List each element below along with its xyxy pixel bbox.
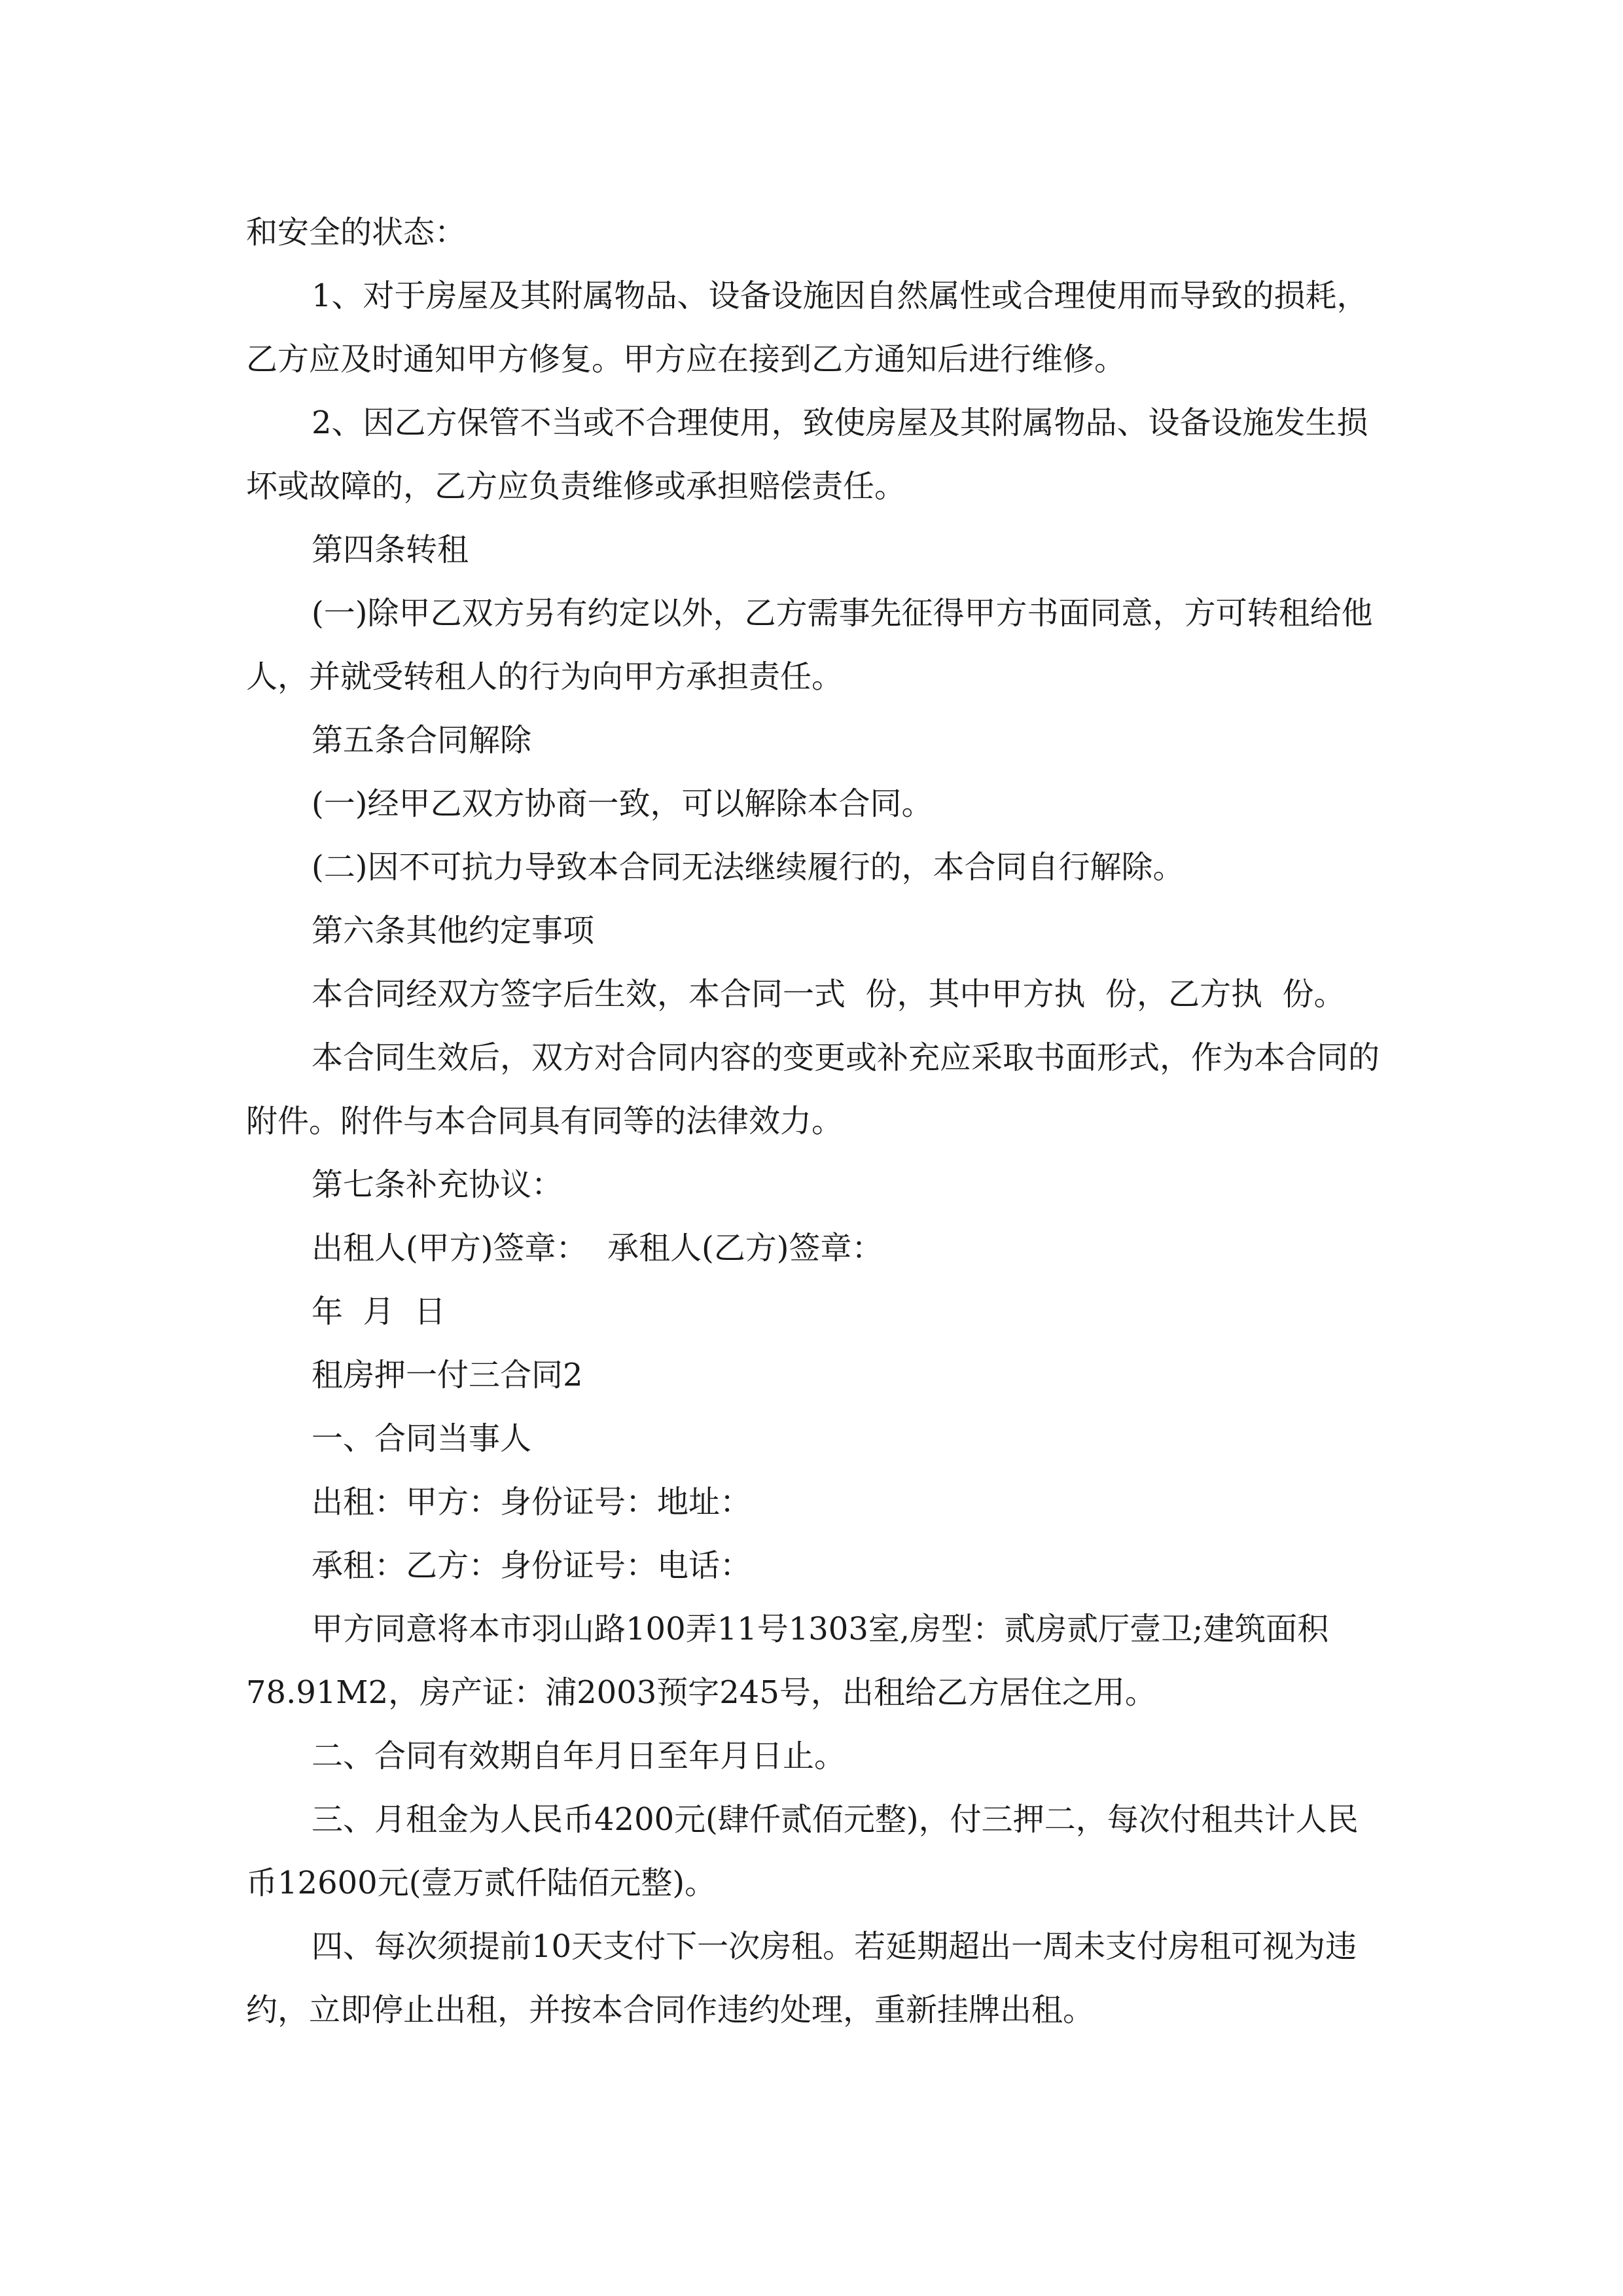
heading-article-6: 第六条其他约定事项: [312, 912, 595, 949]
party-lessee-line: 承租：乙方：身份证号：电话：: [312, 1547, 752, 1584]
paragraph-sublease: (一)除甲乙双方另有约定以外，乙方需事先征得甲方书面同意，方可转租给他人，并就受转租人的行为向甲方承担责任。: [246, 595, 1373, 695]
paragraph-copies: 本合同经双方签字后生效，本合同一式 份，其中甲方执 份，乙方执 份。: [312, 976, 1346, 1013]
date-line: 年 月 日: [312, 1293, 446, 1330]
heading-parties: 一、合同当事人: [312, 1420, 532, 1457]
heading-article-5: 第五条合同解除: [312, 722, 532, 759]
heading-article-7: 第七条补充协议：: [312, 1166, 563, 1203]
paragraph-item-2: 2、因乙方保管不当或不合理使用，致使房屋及其附属物品、设备设施发生损坏或故障的，乙方应负责维修或承担赔偿责任。: [246, 404, 1368, 505]
party-lessor-line: 出租：甲方：身份证号：地址：: [312, 1484, 752, 1520]
paragraph-payment: 四、每次须提前10天支付下一次房租。若延期超出一周未支付房租可视为违约，立即停止出租，并按本合同作违约处理，重新挂牌出租。: [246, 1928, 1357, 2028]
paragraph-property: 甲方同意将本市羽山路100弄11号1303室,房型：贰房贰厅壹卫;建筑面积78.91M2，房产证：浦2003预字245号，出租给乙方居住之用。: [246, 1611, 1329, 1711]
paragraph-termination-2: (二)因不可抗力导致本合同无法继续履行的，本合同自行解除。: [312, 849, 1185, 886]
paragraph-term: 二、合同有效期自年月日至年月日止。: [312, 1738, 846, 1774]
document-body: [246, 201, 1385, 2042]
paragraph-amendments: 本合同生效后，双方对合同内容的变更或补充应采取书面形式，作为本合同的附件。附件与本合同具有同等的法律效力。: [246, 1039, 1380, 1139]
contract-2-title: 租房押一付三合同2: [312, 1357, 583, 1393]
heading-article-4: 第四条转租: [312, 531, 469, 568]
paragraph-continuation: 和安全的状态：: [246, 214, 467, 251]
paragraph-termination-1: (一)经甲乙双方协商一致，可以解除本合同。: [312, 785, 933, 822]
paragraph-rent: 三、月租金为人民币4200元(肆仟贰佰元整)，付三押二，每次付租共计人民币12600元(壹万贰仟陆佰元整)。: [246, 1801, 1359, 1901]
paragraph-item-1: 1、对于房屋及其附属物品、设备设施因自然属性或合理使用而导致的损耗，乙方应及时通知甲方修复。甲方应在接到乙方通知后进行维修。: [246, 278, 1368, 378]
signature-line: 出租人(甲方)签章： 承租人(乙方)签章：: [312, 1230, 883, 1266]
